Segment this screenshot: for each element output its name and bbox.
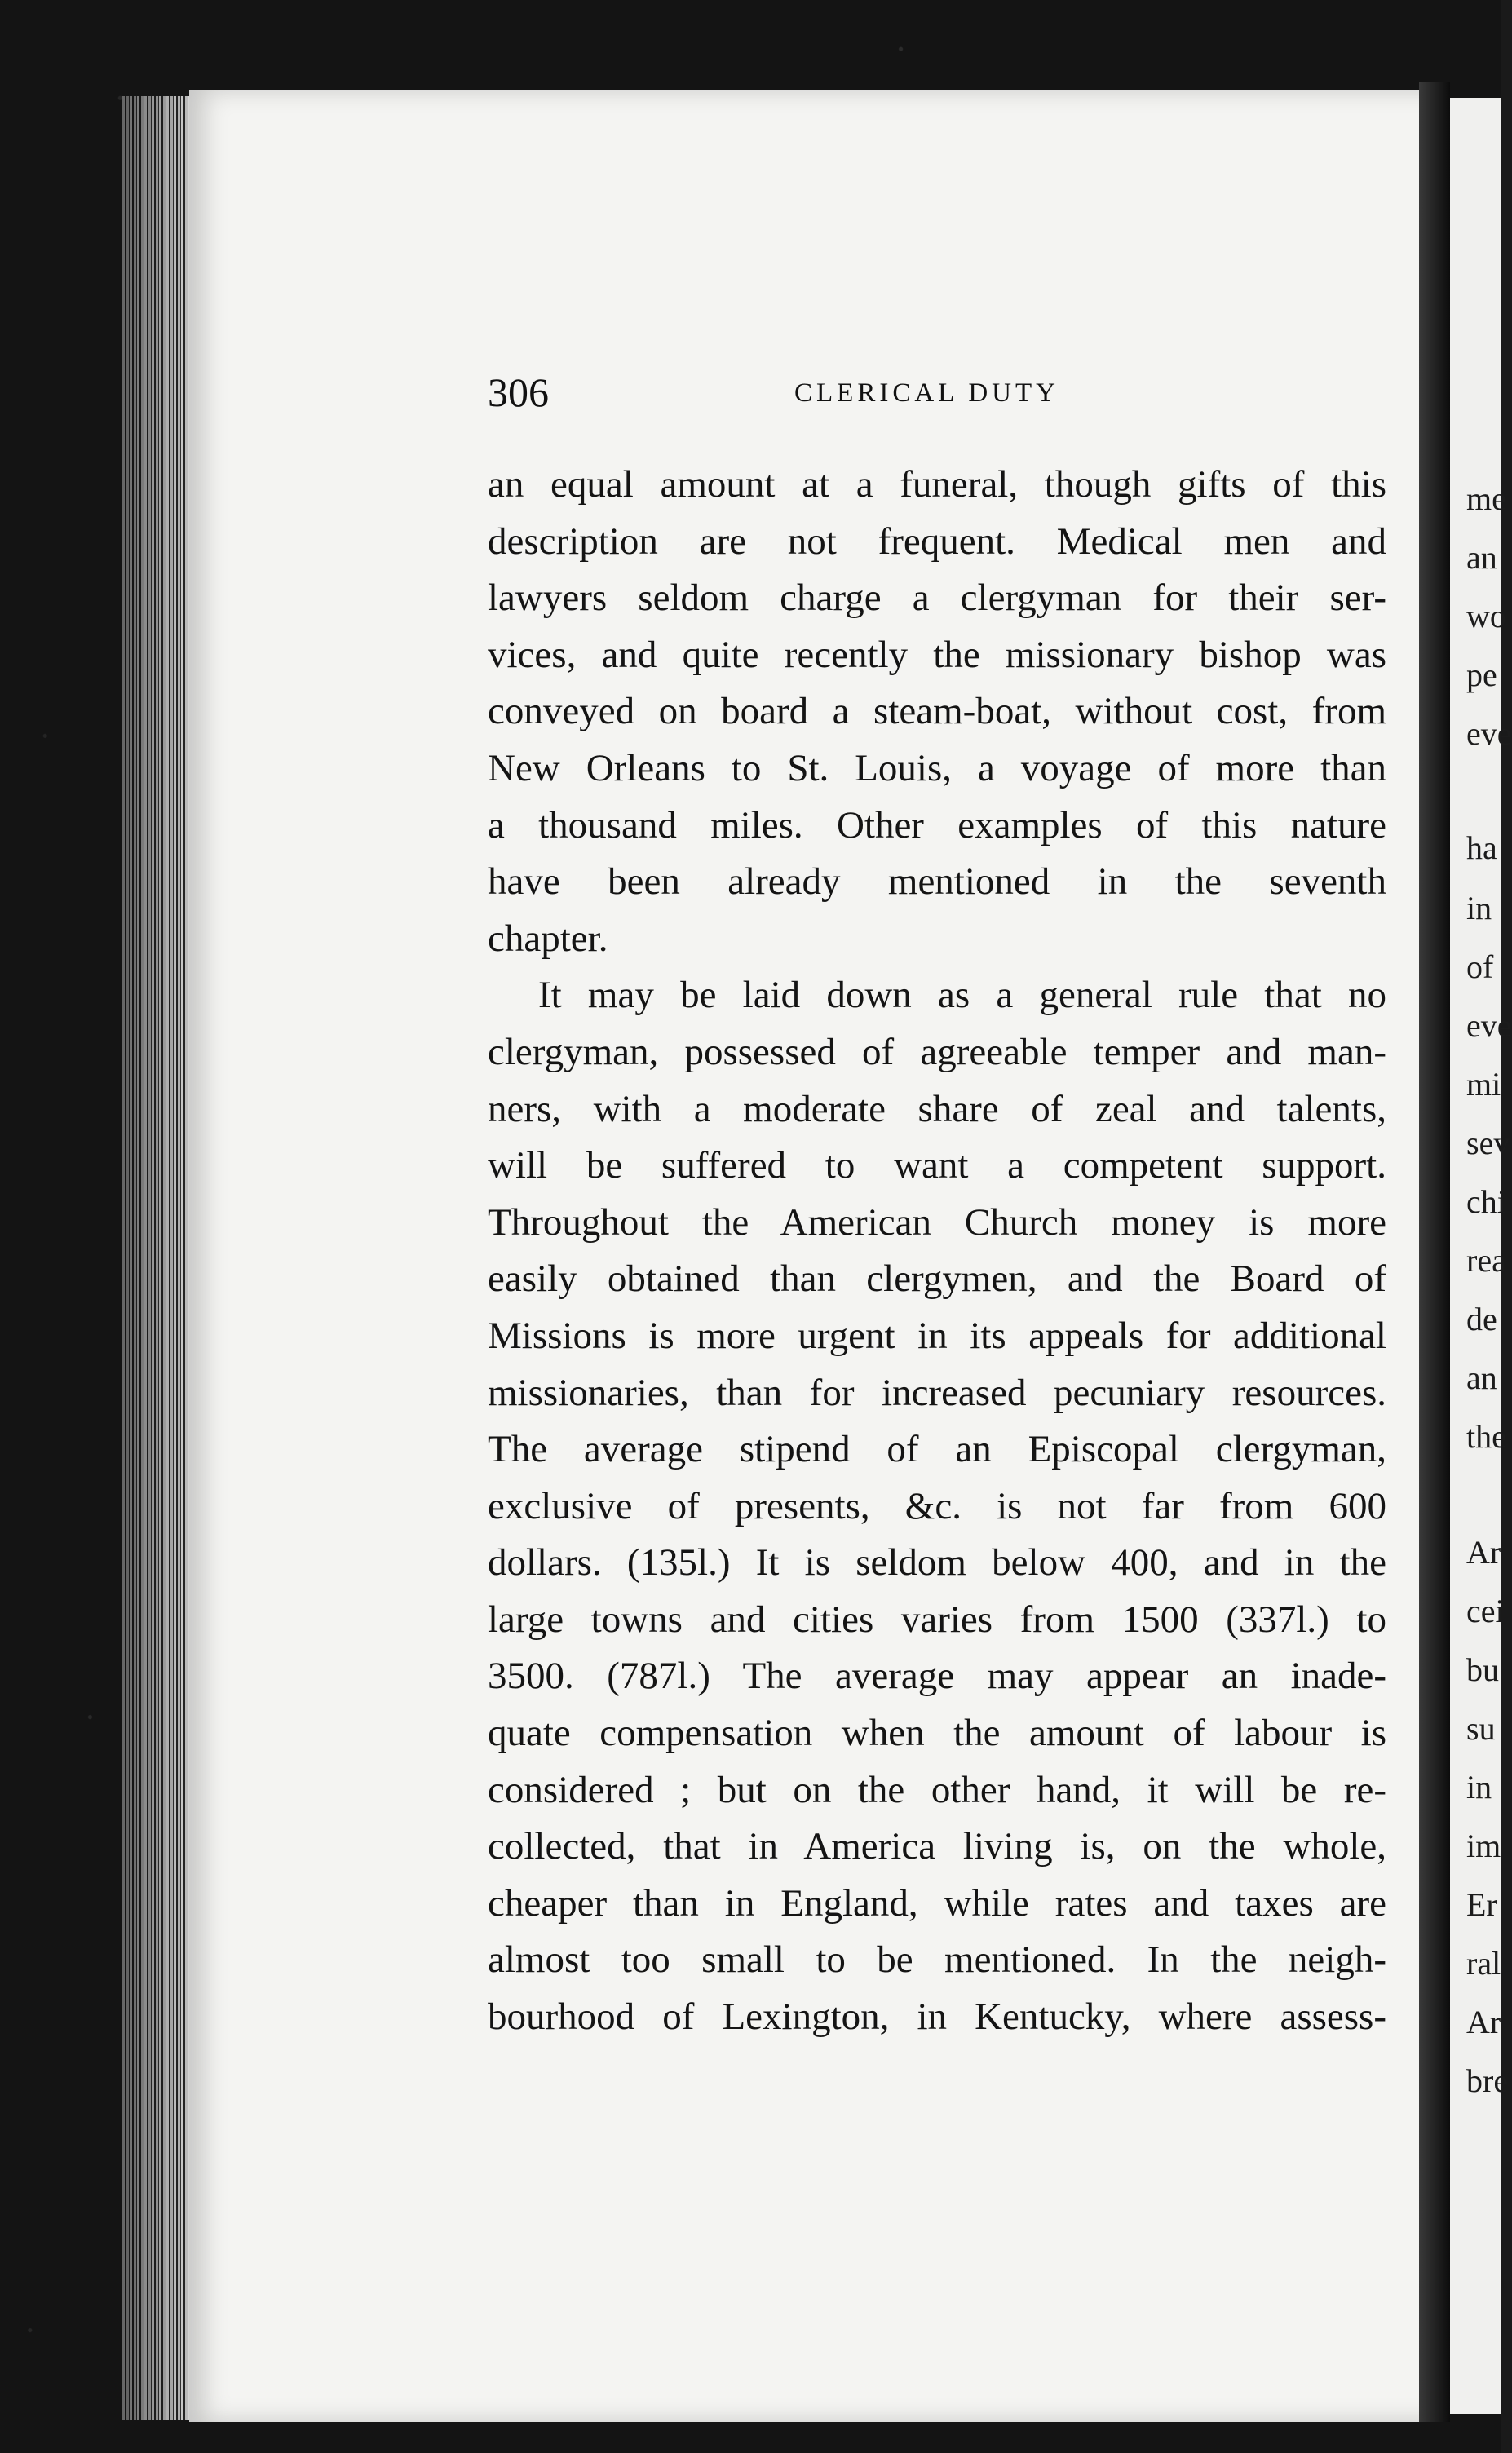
text-line: dollars. (135l.) It is seldom below 400, and in the [488,1541,1386,1585]
text-line: lawyers seldom charge a clergyman for their ser- [488,577,1386,620]
text-line: a thousand miles. Other examples of this nature [488,803,1386,846]
text-line: Throughout the American Church money is more [488,1200,1386,1244]
next-page-fragment: su [1466,1710,1496,1747]
text-line: The average stipend of an Episcopal clergyman, [488,1428,1386,1471]
text-line: bourhood of Lexington, in Kentucky, where assess- [488,1996,1386,2039]
next-page-fragment: Ar [1466,1534,1501,1571]
next-page-fragment: the [1466,1418,1506,1455]
next-page-fragment: eve [1466,715,1512,752]
text-line: large towns and cities varies from 1500 (337l.) to [488,1598,1386,1641]
next-page-fragment: bre [1466,2062,1509,2099]
text-line: cheaper than in England, while rates and taxes are [488,1881,1386,1925]
text-line: almost too small to be mentioned. In the neigh- [488,1938,1386,1982]
text-line: Missions is more urgent in its appeals for additional [488,1314,1386,1357]
text-line: collected, that in America living is, on the whole, [488,1825,1386,1868]
next-page-fragment: eve [1466,1007,1512,1044]
next-page-fragment: Er [1466,1886,1497,1923]
text-line: ners, with a moderate share of zeal and talents, [488,1087,1386,1130]
next-page-fragment: de [1466,1301,1497,1337]
text-line: New Orleans to St. Louis, a voyage of more than [488,746,1386,789]
next-page-fragment: Ar [1466,2004,1501,2040]
page-number: 306 [488,369,549,415]
text-line: have been already mentioned in the seventh [488,860,1386,904]
next-page-fragment: in [1466,1769,1492,1805]
next-page-fragment: an [1466,1359,1497,1396]
next-page-fragment: bu [1466,1651,1499,1688]
next-page-fragment: me [1466,480,1506,517]
text-line: quate compensation when the amount of labour is [488,1712,1386,1755]
text-line: easily obtained than clergymen, and the Board of [488,1257,1386,1301]
next-page-fragment: cei [1466,1593,1505,1629]
next-page-fragment: an [1466,539,1497,576]
text-line: description are not frequent. Medical men and [488,519,1386,563]
adjacent-page-slice [1450,98,1512,2414]
next-page-fragment: in [1466,890,1492,926]
text-line: vices, and quite recently the missionary bishop was [488,633,1386,676]
text-line: clergyman, possessed of agreeable temper and man- [488,1030,1386,1073]
text-line: conveyed on board a steam-boat, without cost, from [488,690,1386,733]
next-page-fragment: of [1466,948,1494,985]
book-gutter [1419,82,1450,2422]
next-page-fragment: ha [1466,829,1497,866]
next-page-fragment: pe [1466,656,1497,693]
next-page-fragment: rea [1466,1242,1506,1279]
text-line: considered ; but on the other hand, it will be re- [488,1768,1386,1811]
running-title: CLERICAL DUTY [794,378,1060,408]
text-line: 3500. (787l.) The average may appear an inade- [488,1655,1386,1698]
next-page-fragment: ral [1466,1945,1501,1982]
next-page-fragment: chi [1466,1183,1506,1220]
text-line: will be suffered to want a competent support. [488,1144,1386,1187]
next-page-fragment: sev [1466,1125,1510,1161]
next-page-fragment: wo [1466,598,1506,634]
text-line: an equal amount at a funeral, though gifts of this [488,463,1386,506]
body-text [488,457,1386,2046]
next-page-fragment: mi [1466,1066,1501,1103]
next-page-fragment: im [1466,1828,1501,1864]
text-line: It may be laid down as a general rule that no [538,974,1386,1017]
text-line: chapter. [488,917,608,960]
text-line: exclusive of presents, &c. is not far from 600 [488,1484,1386,1527]
text-line: missionaries, than for increased pecuniary resources. [488,1371,1386,1414]
